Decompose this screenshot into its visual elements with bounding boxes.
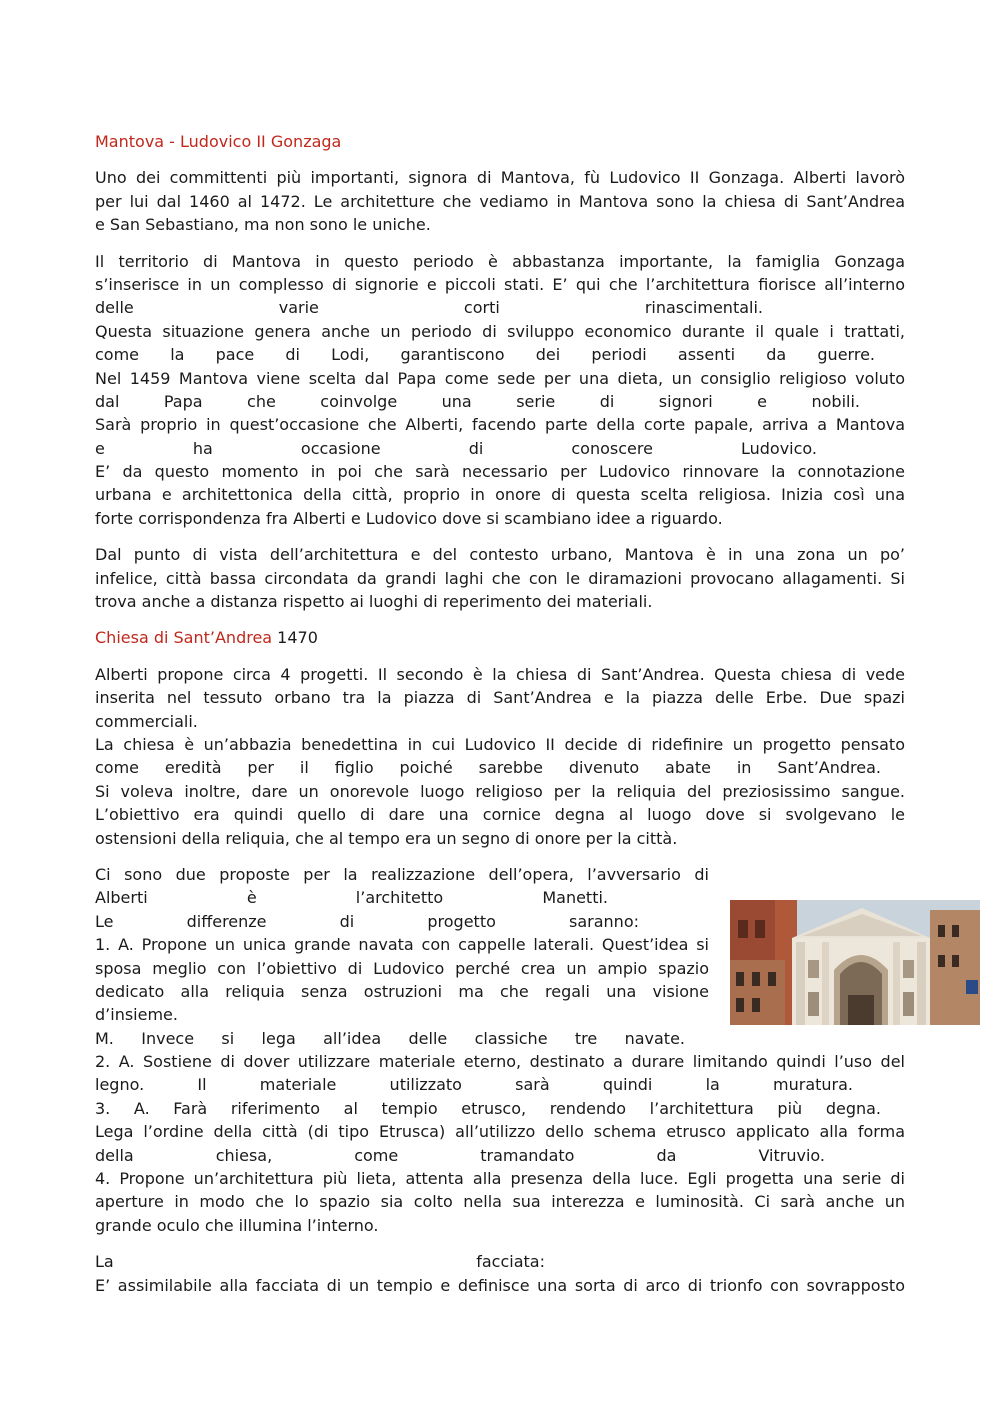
text-line: Alberti è l’architetto Manetti. [95,888,608,908]
text-line: 3. A. Farà riferimento al tempio etrusco, rendendo l’architettura più degna. [95,1098,881,1118]
section-title-year: 1470 [272,628,318,648]
text-line: Il territorio di Mantova in questo periodo è abbastanza importante, la famiglia Gonzaga [95,251,905,271]
paragraph-territorio [95,250,905,531]
text-line: Nel 1459 Mantova viene scelta dal Papa come sede per una dieta, un consiglio religioso voluto [95,368,905,388]
paragraph-progetti [95,663,905,850]
text-line: aperture in modo che lo spazio sia colto nella sua interezza e luminosità. Ci sarà anche un [95,1192,905,1212]
text-line: forte corrispondenza fra Alberti e Ludovico dove si scambiano idee a riguardo. [95,508,723,528]
text-line: La facciata: [95,1252,545,1272]
text-line: grande oculo che illumina l’interno. [95,1215,379,1235]
text-line: Si voleva inoltre, dare un onorevole luogo religioso per la reliquia del preziosissimo sangue. [95,781,905,801]
text-line: 2. A. Sostiene di dover utilizzare materiale eterno, destinato a durare limitando quindi l’uso del [95,1052,905,1072]
text-line: Dal punto di vista dell’architettura e del contesto urbano, Mantova è in una zona un po’ [95,545,905,565]
text-line: per lui dal 1460 al 1472. Le architetture che vediamo in Mantova sono la chiesa di Sant’Andrea [95,191,905,211]
text-line: trova anche a distanza rispetto ai luoghi di reperimento dei materiali. [95,592,653,612]
document-page [95,130,905,1297]
text-line: La chiesa è un’abbazia benedettina in cui Ludovico II decide di ridefinire un progetto pensato [95,734,905,754]
text-line: Ci sono due proposte per la realizzazione dell’opera, l’avversario di [95,864,709,884]
section-title-text: Chiesa di Sant’Andrea [95,628,273,648]
text-line: commerciali. [95,711,198,731]
text-line: 4. Propone un’architettura più lieta, attenta alla presenza della luce. Egli progetta una serie di [95,1169,905,1189]
text-line: delle varie corti rinascimentali. [95,298,763,318]
section-title-chiesa [95,626,905,649]
sant-andrea-facade-image [730,900,980,1025]
paragraph-proposte-cont [95,1050,905,1237]
text-line: sposa meglio con l’obiettivo di Ludovico perché crea un ampio spazio [95,958,709,978]
text-line: e ha occasione di conoscere Ludovico. [95,438,817,458]
text-line: legno. Il materiale utilizzato sarà quindi la muratura. [95,1075,853,1095]
text-line: ostensioni della reliquia, che al tempo era un segno di onore per la città. [95,828,678,848]
text-line: inserita nel tessuto orbano tra la piazza di Sant’Andrea e la piazza delle Erbe. Due spazi [95,688,905,708]
text-line: Alberti propone circa 4 progetti. Il secondo è la chiesa di Sant’Andrea. Questa chiesa di vede [95,664,905,684]
paragraph-intro [95,166,905,236]
paragraph-facciata [95,1250,905,1297]
text-line: e San Sebastiano, ma non sono le uniche. [95,215,431,235]
text-line: Questa situazione genera anche un periodo di sviluppo economico durante il quale i trattati, [95,321,905,341]
text-line: dedicato alla reliquia senza ostruzioni ma che regali una visione [95,981,709,1001]
section-title-mantova: Mantova - Ludovico II Gonzaga [95,132,342,151]
text-line: 1. A. Propone un unica grande navata con cappelle laterali. Quest’idea si [95,935,709,955]
text-line: E’ assimilabile alla facciata di un tempio e definisce una sorta di arco di trionfo con sovrapposto [95,1275,905,1295]
text-line: Uno dei committenti più importanti, signora di Mantova, fù Ludovico II Gonzaga. Alberti lavorò [95,168,905,188]
text-line: come la pace di Lodi, garantiscono dei periodi assenti da guerre. [95,345,875,365]
text-line: Le differenze di progetto saranno: [95,911,639,931]
text-line: come eredità per il figlio poiché sarebbe divenuto abate in Sant’Andrea. [95,758,881,778]
text-line: Lega l’ordine della città (di tipo Etrusca) all’utilizzo dello schema etrusco applicato alla forma [95,1122,905,1142]
paragraph-contesto [95,543,905,613]
text-line: Sarà proprio in quest’occasione che Alberti, facendo parte della corte papale, arriva a Mantova [95,415,905,435]
text-line: infelice, città bassa circondata da grandi laghi che con le diramazioni provocano allagamenti. Si [95,568,905,588]
church-photo [730,900,980,1025]
text-line: d’insieme. [95,1005,178,1025]
text-line: E’ da questo momento in poi che sarà necessario per Ludovico rinnovare la connotazione [95,462,905,482]
text-line: L’obiettivo era quindi quello di dare una cornice degna al luogo dove si svolgevano le [95,805,905,825]
text-line: s’inserisce in un complesso di signorie e piccoli stati. E’ qui che l’architettura fiorisce all’interno [95,274,905,294]
text-line: M. Invece si lega all’idea delle classiche tre navate. [95,1028,685,1048]
text-line: dal Papa che coinvolge una serie di signori e nobili. [95,391,860,411]
text-line: della chiesa, come tramandato da Vitruvio. [95,1145,825,1165]
text-line: urbana e architettonica della città, proprio in onore di questa scelta religiosa. Inizia così una [95,485,905,505]
